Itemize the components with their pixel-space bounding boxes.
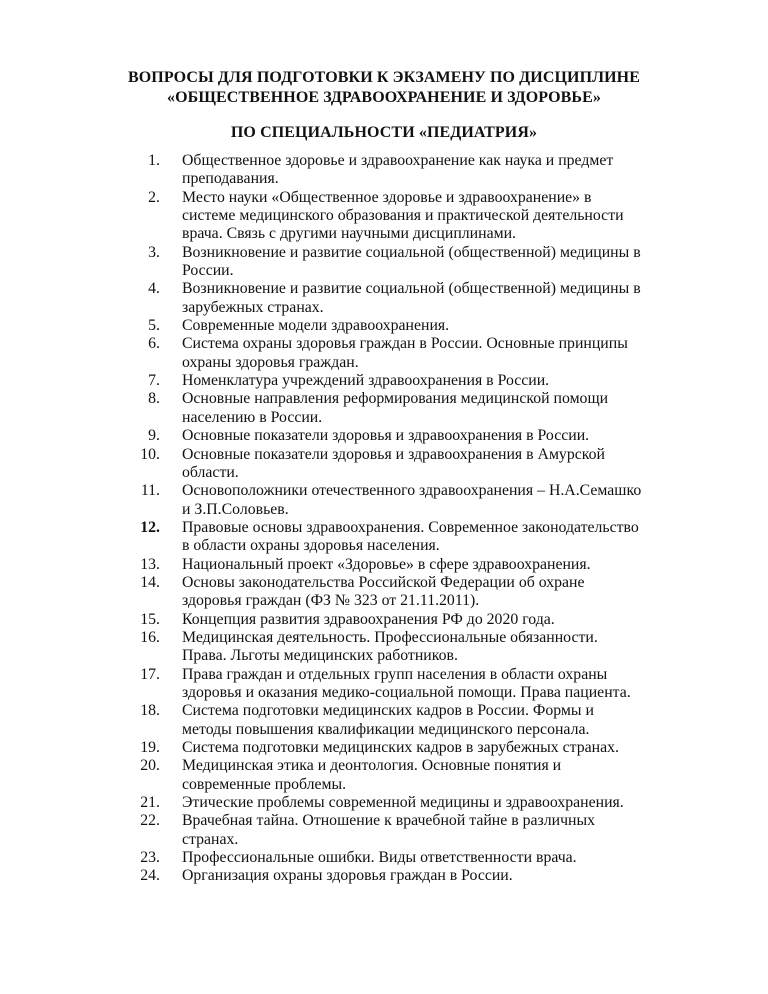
question-text-line: Основные показатели здоровья и здравоохранения в России. [182, 427, 590, 445]
question-text-line: методы повышения квалификации медицинского персонала. [182, 720, 590, 738]
question-text-line: в области охраны здоровья населения. [182, 537, 440, 555]
question-item [120, 849, 720, 867]
question-text-line: Национальный проект «Здоровье» в сфере здравоохранения. [182, 555, 591, 573]
question-text-line: преподавания. [182, 170, 279, 188]
question-number: 15. [140, 610, 160, 628]
question-text-line: Медицинская этика и деонтология. Основные понятия и [182, 757, 562, 775]
question-text-line: системе медицинского образования и практической деятельности [182, 207, 624, 225]
question-number: 21. [140, 794, 160, 812]
question-number: 20. [140, 757, 160, 775]
question-text-line: Основоположники отечественного здравоохранения – Н.А.Семашко [182, 482, 642, 500]
question-text-line: области. [182, 463, 239, 481]
question-text-line: Возникновение и развитие социальной (общественной) медицины в [182, 280, 641, 298]
question-item [120, 446, 720, 483]
question-text-line: Место науки «Общественное здоровье и здравоохранение» в [182, 188, 592, 206]
question-item [120, 666, 720, 703]
question-number: 3. [148, 243, 160, 261]
question-text-line: Общественное здоровье и здравоохранение как наука и предмет [182, 152, 614, 169]
question-text-line: Этические проблемы современной медицины и здравоохранения. [182, 794, 624, 812]
question-number: 23. [140, 849, 160, 867]
question-item [120, 390, 720, 427]
question-item [120, 611, 720, 629]
question-text-line: Основные направления реформирования медицинской помощи [182, 390, 609, 408]
question-list [120, 152, 720, 886]
question-number: 11. [140, 482, 160, 500]
question-item [120, 867, 720, 885]
question-number: 1. [148, 152, 160, 169]
question-number: 2. [148, 188, 160, 206]
question-number: 9. [148, 427, 160, 445]
question-item [120, 244, 720, 281]
question-text-line: Система подготовки медицинских кадров в зарубежных странах. [182, 739, 619, 756]
question-number: 12. [140, 518, 160, 536]
question-text-line: Права. Льготы медицинских работников. [182, 647, 458, 665]
question-item [120, 794, 720, 812]
question-item [120, 812, 720, 849]
question-text-line: Медицинская деятельность. Профессиональные обязанности. [182, 628, 598, 646]
question-text-line: странах. [182, 830, 239, 848]
question-text-line: Врачебная тайна. Отношение к врачебной тайне в различных [182, 812, 596, 830]
question-text-line: Организация охраны здоровья граждан в России. [182, 867, 513, 885]
question-item [120, 152, 720, 189]
question-number: 8. [148, 390, 160, 408]
question-number: 19. [140, 739, 160, 756]
question-text-line: врача. Связь с другими научными дисциплинами. [182, 225, 516, 243]
question-text-line: Система подготовки медицинских кадров в России. Формы и [182, 702, 594, 720]
question-text-line: охраны здоровья граждан. [182, 353, 359, 371]
question-item [120, 317, 720, 335]
question-number: 22. [140, 812, 160, 830]
question-item [120, 335, 720, 372]
question-item [120, 189, 720, 244]
question-item [120, 482, 720, 519]
question-text-line: современные проблемы. [182, 775, 347, 793]
question-number: 5. [148, 317, 160, 335]
question-text-line: и З.П.Соловьев. [182, 500, 289, 518]
question-text-line: Современные модели здравоохранения. [182, 317, 450, 335]
question-item [120, 280, 720, 317]
question-item [120, 629, 720, 666]
question-number: 14. [140, 573, 160, 591]
question-text-line: Профессиональные ошибки. Виды ответственности врача. [182, 849, 577, 867]
document-title-line-2: «ОБЩЕСТВЕННОЕ ЗДРАВООХРАНЕНИЕ И ЗДОРОВЬЕ» [167, 89, 601, 106]
question-text-line: Возникновение и развитие социальной (общественной) медицины в [182, 243, 641, 261]
question-number: 7. [148, 372, 160, 390]
question-text-line: населению в России. [182, 408, 323, 426]
question-number: 6. [148, 335, 160, 353]
question-item [120, 427, 720, 445]
question-text-line: Номенклатура учреждений здравоохранения в России. [182, 372, 550, 390]
question-item [120, 556, 720, 574]
question-text-line: зарубежных странах. [182, 298, 324, 316]
question-number: 24. [140, 867, 160, 885]
question-text-line: Правовые основы здравоохранения. Современное законодательство [182, 518, 639, 536]
question-item [120, 739, 720, 757]
question-text-line: Основные показатели здоровья и здравоохранения в Амурской [182, 445, 605, 463]
question-item [120, 702, 720, 739]
question-item [120, 372, 720, 390]
question-text-line: Система охраны здоровья граждан в России. Основные принципы [182, 335, 628, 353]
question-number: 17. [140, 665, 160, 683]
question-text-line: России. [182, 262, 234, 280]
question-item [120, 519, 720, 556]
question-item [120, 574, 720, 611]
document-subtitle: ПО СПЕЦИАЛЬНОСТИ «ПЕДИАТРИЯ» [230, 124, 538, 141]
question-number: 18. [140, 702, 160, 720]
question-text-line: здоровья и оказания медико-социальной помощи. Права пациента. [182, 683, 631, 701]
question-text-line: Права граждан и отдельных групп населения в области охраны [182, 665, 608, 683]
question-text-line: Основы законодательства Российской Федерации об охране [182, 573, 585, 591]
question-text-line: здоровья граждан (ФЗ № 323 от 21.11.2011). [182, 592, 480, 610]
question-item [120, 757, 720, 794]
question-number: 4. [148, 280, 160, 298]
question-number: 13. [140, 555, 160, 573]
question-number: 10. [140, 445, 160, 463]
question-text-line: Концепция развития здравоохранения РФ до 2020 года. [182, 610, 555, 628]
document-title-line-1: ВОПРОСЫ ДЛЯ ПОДГОТОВКИ К ЭКЗАМЕНУ ПО ДИСЦИПЛИНЕ [127, 69, 641, 86]
question-number: 16. [140, 628, 160, 646]
